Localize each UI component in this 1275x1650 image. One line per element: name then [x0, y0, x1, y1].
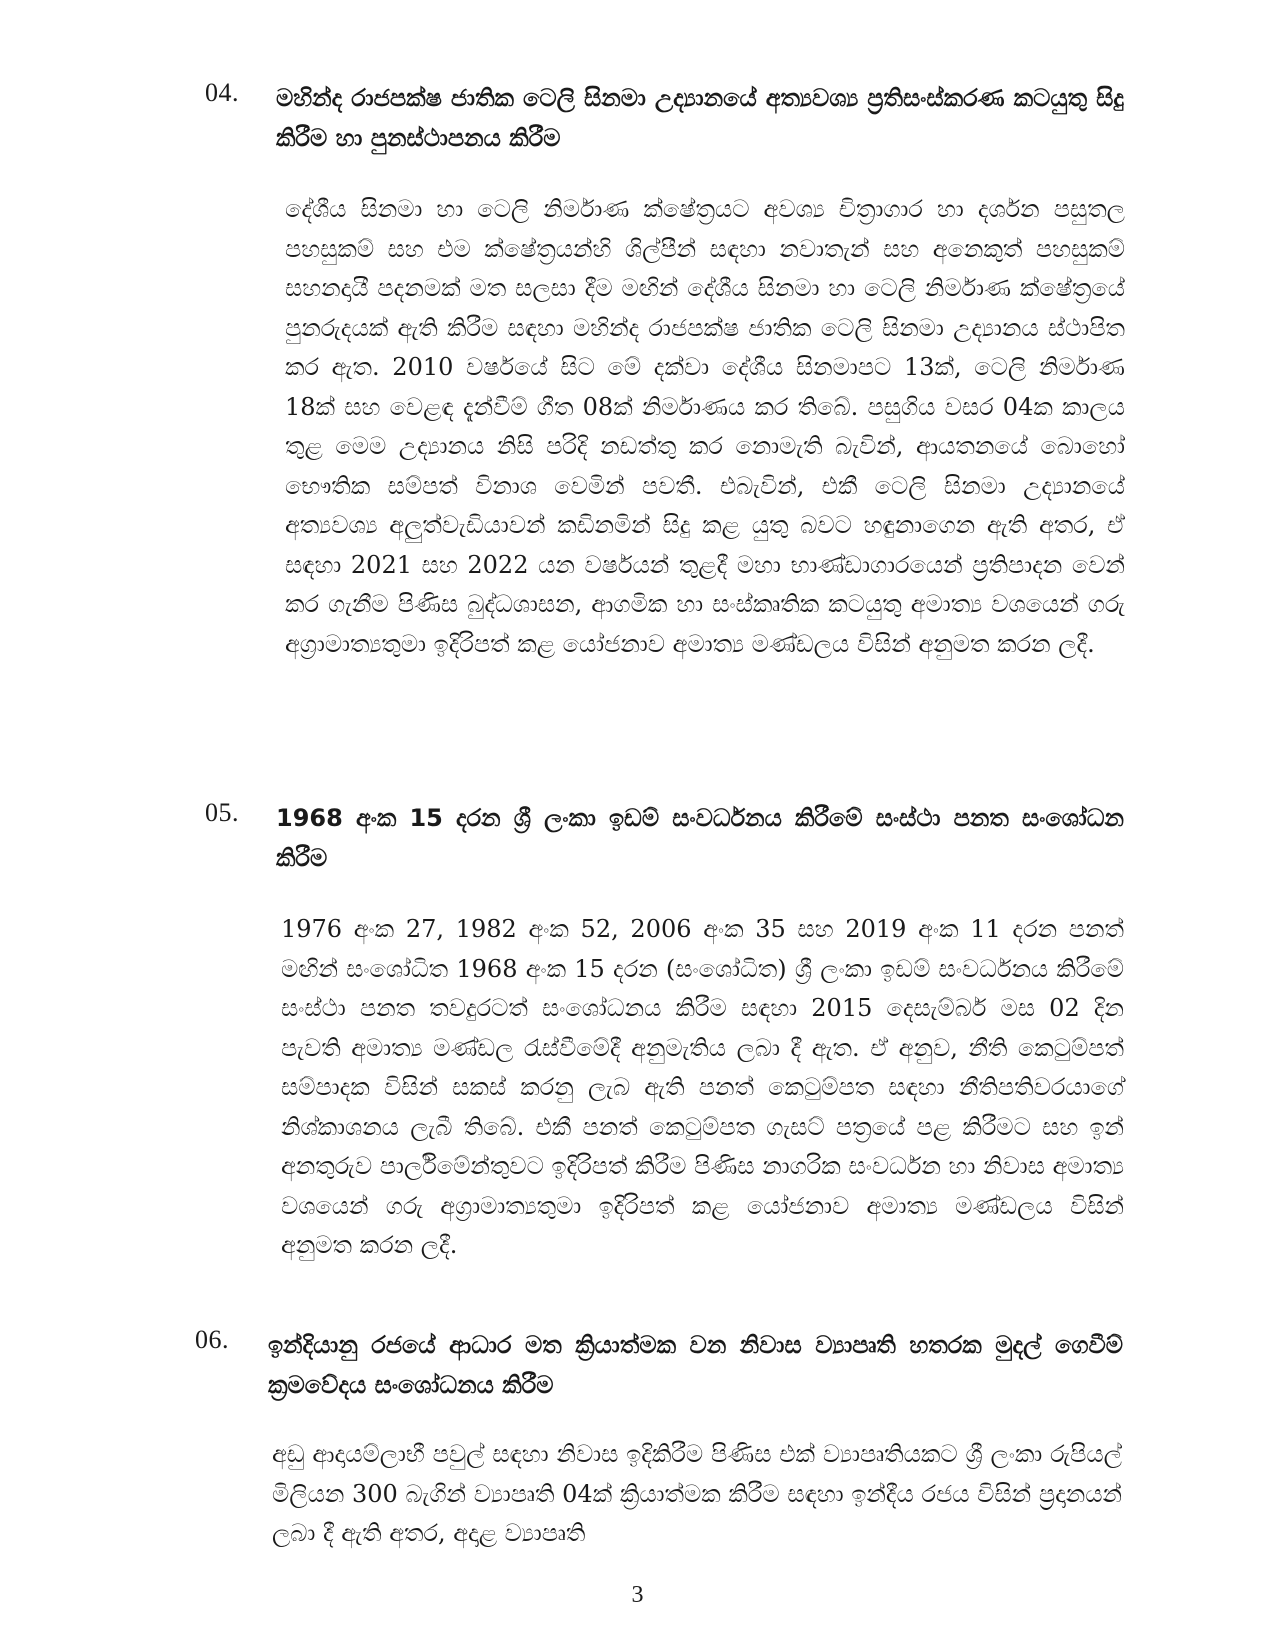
section-04-title: මහින්ද රාජපක්ෂ ජාතික ටෙලි සිනමා උද්‍යානයේ අත්‍යවශ්‍ය ප්‍රතිසංස්කරණ කටයුතු සිදු කිරීම හා පුනස්ථාපනය කිරීම — [276, 84, 1124, 152]
section-05-body: 1976 අංක 27, 1982 අංක 52, 2006 අංක 35 සහ 2019 අංක 11 දරන පනත් මඟින් සංශෝධිත 1968 අංක 15 දරන (සංශෝධිත) ශ්‍රී ලංකා ඉඩම් සංවර්ධනය කිරීමේ සංස්ථා පනත තවදුරටත් සංශෝධනය කිරීම සඳහා 2015 දෙසැම්බර් මස 02 දින පැවති අමාත්‍ය මණ්ඩල රැස්වීමේදී අනුමැතිය ලබා දී ඇත. ඒ අනුව, නීති කෙටුම්පත් සම්පාදක විසින් සකස් කරනු ලැබ ඇති පනත් කෙටුම්පත සඳහා නීතිපතිවරයාගේ නිශ්කාශනය ලැබී තිබේ. එකී පනත් කෙටුම්පත ගැසට් පත්‍රයේ පළ කිරීමට සහ ඉන් අනතුරුව පාර්ලිමේන්තුවට ඉදිරිපත් කිරීම පිණිස නාගරික සංවර්ධන හා නිවාස අමාත්‍ය වශයෙන් ගරු අග්‍රාමාත්‍යතුමා ඉදිරිපත් කළ යෝජනාව අමාත්‍ය මණ්ඩලය විසින් අනුමත කරන ලදී. — [281, 915, 1124, 1259]
section-05-number: 05. — [205, 798, 239, 827]
section-06-body: අඩු ආදායම්ලාභී පවුල් සඳහා නිවාස ඉදිකිරීම පිණිස එක් ව්‍යාපෘතියකට ශ්‍රී ලංකා රුපියල් මිලියන 300 බැගින් ව්‍යාපෘති 04ක් ක්‍රියාත්මක කිරීම සඳහා ඉන්දීය රජය විසින් ප්‍රදානයන් ලබා දී ඇති අතර, අදාළ ව්‍යාපෘති — [272, 1440, 1122, 1547]
section-05-title: 1968 අංක 15 දරන ශ්‍රී ලංකා ඉඩම් සංවර්ධනය කිරීමේ සංස්ථා පනත සංශෝධන කිරීම — [276, 804, 1124, 872]
section-06-title: ඉන්දියානු රජයේ ආධාර මත ක්‍රියාත්මක වන නිවාස ව්‍යාපෘති හතරක මුදල් ගෙවීම් ක්‍රමවේදය සංශෝධනය කිරීම — [268, 1331, 1123, 1399]
section-04-number: 04. — [205, 78, 239, 107]
section-06-number: 06. — [195, 1325, 229, 1354]
page-number: 3 — [631, 1582, 644, 1608]
section-04-body: දේශීය සිනමා හා ටෙලි නිර්මාණ ක්ෂේත්‍රයට අවශ්‍ය චිත්‍රාගාර හා දර්ශන පසුතල පහසුකම් සහ එම ක්ෂේත්‍රයන්හි ශිල්පීන් සඳහා නවාතැන් සහ අනෙකුත් පහසුකම් සහනදායී පදනමක් මත සලසා දීම මඟින් දේශීය සිනමා හා ටෙලි නිර්මාණ ක්ෂේත්‍රයේ පුනරුදයක් ඇති කිරීම සඳහා මහින්ද රාජපක්ෂ ජාතික ටෙලි සිනමා උද්‍යානය ස්ථාපිත කර ඇත. 2010 වර්ෂයේ සිට මේ දක්වා දේශීය සිනමාපට 13ක්, ටෙලි නිර්මාණ 18ක් සහ වෙළඳ දැන්වීම් ගීත 08ක් නිර්මාණය කර තිබේ. පසුගිය වසර 04ක කාලය තුළ මෙම උද්‍යානය නිසි පරිදි නඩත්තු කර නොමැති බැවින්, ආයතනයේ බොහෝ භෞතික සම්පත් විනාශ වෙමින් පවතී. එබැවින්, එකී ටෙලි සිනමා උද්‍යානයේ අත්‍යවශ්‍ය අලුත්වැඩියාවන් කඩිනමින් සිදු කළ යුතු බවට හඳුනාගෙන ඇති අතර, ඒ සඳහා 2021 සහ 2022 යන වර්ෂයන් තුළදී මහා භාණ්ඩාගාරයෙන් ප්‍රතිපාදන වෙන් කර ගැනීම පිණිස බුද්ධශාසන, ආගමික හා සංස්කෘතික කටයුතු අමාත්‍ය වශයෙන් ගරු අග්‍රාමාත්‍යතුමා ඉදිරිපත් කළ යෝජනාව අමාත්‍ය මණ්ඩලය විසින් අනුමත කරන ලදී. — [285, 195, 1125, 658]
